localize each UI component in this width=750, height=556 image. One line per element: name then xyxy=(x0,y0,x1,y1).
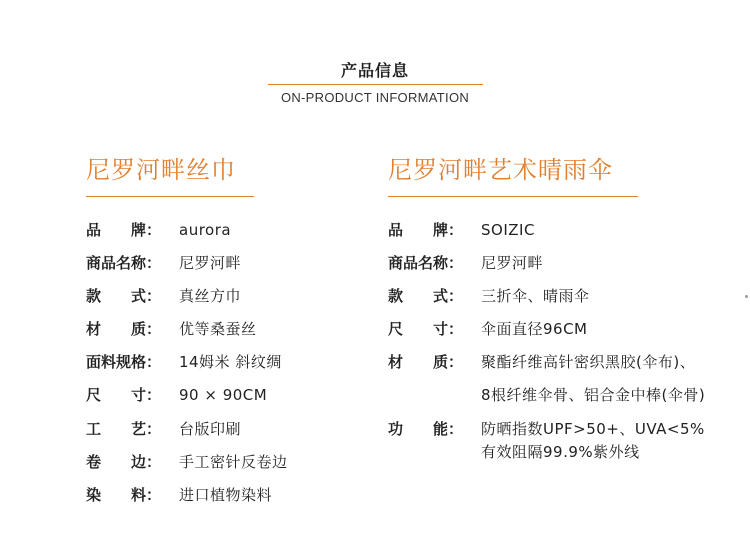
scarf-product-title: 尼罗河畔丝巾 xyxy=(86,156,236,184)
spec-value: 伞面直径96CM xyxy=(481,320,588,338)
spec-label: 卷 边： xyxy=(86,453,162,471)
spec-row-size xyxy=(388,318,588,340)
spec-label: 工 艺： xyxy=(86,420,162,438)
spec-row-material xyxy=(388,351,695,373)
spec-label: 功 能： xyxy=(388,420,464,438)
spec-value: 真丝方巾 xyxy=(179,287,242,305)
spec-label: 材 质： xyxy=(86,320,162,338)
spec-row-brand xyxy=(86,219,231,241)
spec-value: 优等桑蚕丝 xyxy=(179,320,257,338)
spec-label: 尺 寸： xyxy=(388,320,464,338)
spec-value: 手工密针反卷边 xyxy=(179,453,288,471)
spec-label: 商品名称： xyxy=(86,254,162,272)
spec-row-craft xyxy=(86,418,241,440)
header-divider xyxy=(268,84,483,85)
spec-row-function xyxy=(388,418,705,440)
umbrella-title-divider xyxy=(388,196,638,197)
spec-value: aurora xyxy=(179,221,232,239)
spec-value: 尼罗河畔 xyxy=(481,254,544,272)
spec-row-brand xyxy=(388,219,535,241)
spec-label: 尺 寸： xyxy=(86,386,162,404)
spec-row-product-name xyxy=(86,252,241,274)
spec-row-dye xyxy=(86,484,272,506)
spec-row-fabric xyxy=(86,351,282,373)
spec-value: 防晒指数UPF>50+、UVA<5% xyxy=(481,420,705,438)
scarf-title-divider xyxy=(86,196,254,197)
decorative-dot xyxy=(745,295,748,298)
spec-row-product-name xyxy=(388,252,543,274)
spec-label: 染 料： xyxy=(86,486,162,504)
spec-row-style xyxy=(86,285,241,307)
spec-value-continuation: 8根纤维伞骨、铝合金中棒(伞骨) xyxy=(481,386,706,404)
umbrella-product-title: 尼罗河畔艺术晴雨伞 xyxy=(388,156,613,184)
spec-row-hem xyxy=(86,451,288,473)
spec-value: 台版印刷 xyxy=(179,420,242,438)
spec-label: 面料规格： xyxy=(86,353,162,371)
spec-value: SOIZIC xyxy=(481,221,535,239)
spec-label: 商品名称： xyxy=(388,254,464,272)
spec-row-material xyxy=(86,318,257,340)
section-subtitle: ON-PRODUCT INFORMATION xyxy=(280,90,470,105)
spec-value: 三折伞、晴雨伞 xyxy=(481,287,590,305)
section-title: 产品信息 xyxy=(340,61,409,80)
spec-value: 聚酯纤维高针密织黑胶(伞布)、 xyxy=(481,353,696,371)
spec-label: 品 牌： xyxy=(86,221,162,239)
spec-row-size xyxy=(86,384,267,406)
spec-value: 进口植物染料 xyxy=(179,486,273,504)
spec-label: 品 牌： xyxy=(388,221,464,239)
spec-row-style xyxy=(388,285,590,307)
spec-value-continuation: 有效阻隔99.9%紫外线 xyxy=(481,443,640,461)
spec-value: 尼罗河畔 xyxy=(179,254,242,272)
spec-value: 90 × 90CM xyxy=(179,386,268,404)
spec-label: 款 式： xyxy=(388,287,464,305)
spec-label: 材 质： xyxy=(388,353,464,371)
spec-value: 14姆米 斜纹绸 xyxy=(179,353,282,371)
spec-label: 款 式： xyxy=(86,287,162,305)
